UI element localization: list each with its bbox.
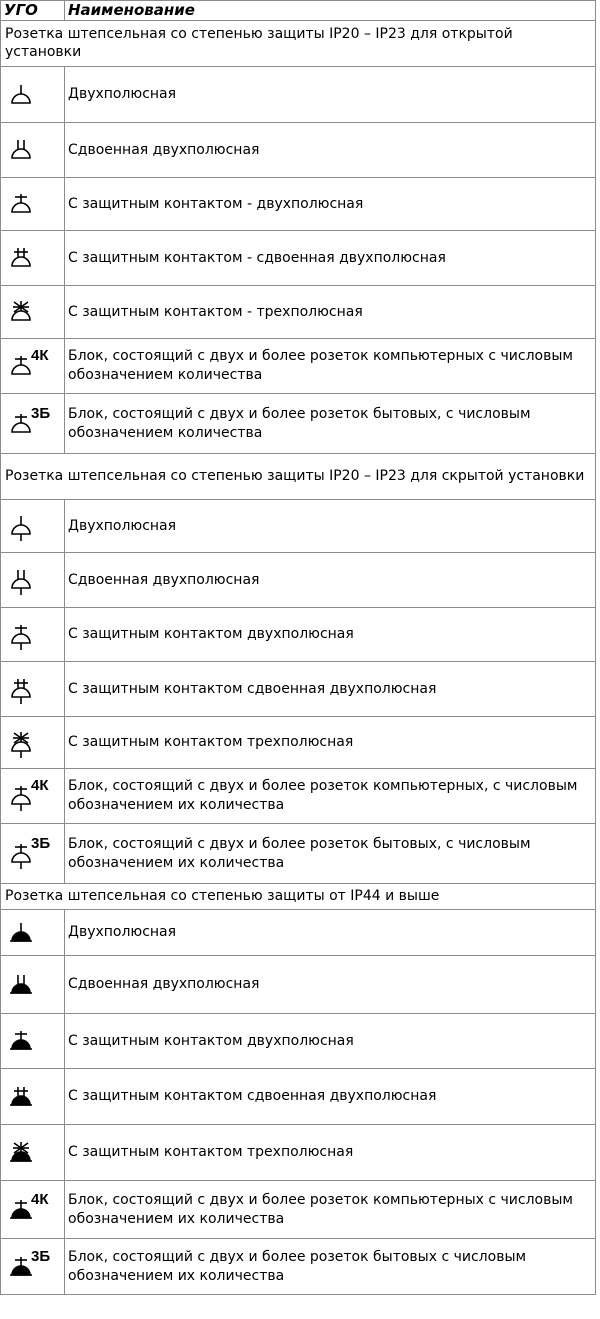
- socket-ip44-2pole-icon: [1, 911, 63, 955]
- symbol-badge: 4К: [31, 777, 49, 794]
- symbol-badge: 4К: [31, 1190, 49, 1208]
- symbol-cell: [1, 553, 65, 608]
- symbol-cell: [1, 394, 65, 454]
- header-name: Наименование: [65, 1, 596, 21]
- table-row: [1, 500, 596, 553]
- socket-open-block-computer-icon: [1, 344, 63, 388]
- table-row: [1, 178, 596, 231]
- symbol-cell: [1, 662, 65, 717]
- name-cell: Блок, состоящий с двух и более розеток компьютерных с числовым обозначением количества: [65, 339, 596, 394]
- table-row: [1, 824, 596, 884]
- name-cell: С защитным контактом двухполюсная: [65, 608, 596, 662]
- header-symbol: УГО: [1, 1, 65, 21]
- table-row: [1, 717, 596, 769]
- symbol-cell: [1, 769, 65, 824]
- symbol-cell: [1, 956, 65, 1014]
- table-row: [1, 956, 596, 1014]
- symbol-cell: [1, 178, 65, 231]
- symbol-cell: [1, 608, 65, 662]
- name-cell: С защитным контактом - трехполюсная: [65, 286, 596, 339]
- symbol-cell: [1, 500, 65, 553]
- name-cell: С защитным контактом двухполюсная: [65, 1014, 596, 1069]
- socket-ip44-block-computer-icon: [1, 1188, 63, 1232]
- socket-ip44-double-2pole-icon: [1, 963, 63, 1007]
- socket-hidden-double-2pole-protective-icon: [1, 667, 63, 711]
- name-cell: Сдвоенная двухполюсная: [65, 553, 596, 608]
- table-row: [1, 1069, 596, 1125]
- socket-open-double-2pole-icon: [1, 128, 63, 172]
- name-cell: С защитным контактом - двухполюсная: [65, 178, 596, 231]
- section-header-row: [1, 21, 596, 67]
- name-cell: Сдвоенная двухполюсная: [65, 956, 596, 1014]
- socket-hidden-block-household-icon: [1, 832, 63, 876]
- table-row: [1, 339, 596, 394]
- symbol-cell: [1, 286, 65, 339]
- section-title: Розетка штепсельная со степенью защиты IP20 – IP23 для открытой установки: [1, 21, 596, 67]
- section-header-row: [1, 454, 596, 500]
- name-cell: Блок, состоящий с двух и более розеток компьютерных с числовым обозначением их количества: [65, 1181, 596, 1239]
- table-row: [1, 286, 596, 339]
- socket-open-2pole-icon: [1, 73, 63, 117]
- table-row: [1, 1239, 596, 1295]
- name-cell: С защитным контактом - сдвоенная двухполюсная: [65, 231, 596, 286]
- table-row: [1, 608, 596, 662]
- socket-hidden-3pole-protective-icon: [1, 721, 63, 765]
- symbol-cell: [1, 67, 65, 123]
- symbol-cell: [1, 1014, 65, 1069]
- name-cell: С защитным контактом трехполюсная: [65, 1125, 596, 1181]
- socket-hidden-double-2pole-icon: [1, 558, 63, 602]
- socket-open-block-household-icon: [1, 402, 63, 446]
- symbol-cell: [1, 1181, 65, 1239]
- socket-ip44-block-household-icon: [1, 1245, 63, 1289]
- table-row: [1, 910, 596, 956]
- table-row: [1, 1014, 596, 1069]
- section-title: Розетка штепсельная со степенью защиты от IP44 и выше: [1, 884, 596, 910]
- symbol-cell: [1, 1125, 65, 1181]
- symbol-cell: [1, 1069, 65, 1125]
- table-row: [1, 662, 596, 717]
- symbol-cell: [1, 123, 65, 178]
- socket-hidden-2pole-icon: [1, 504, 63, 548]
- table-header-row: [1, 1, 596, 21]
- symbol-cell: [1, 910, 65, 956]
- symbol-cell: [1, 231, 65, 286]
- symbol-badge: 3Б: [31, 834, 51, 852]
- name-cell: Блок, состоящий с двух и более розеток бытовых, с числовым обозначением их количества: [65, 824, 596, 884]
- table-row: [1, 1125, 596, 1181]
- table-row: [1, 553, 596, 608]
- name-cell: Блок, состоящий с двух и более розеток бытовых с числовым обозначением их количества: [65, 1239, 596, 1295]
- table-row: [1, 394, 596, 454]
- section-header-row: [1, 884, 596, 910]
- symbol-cell: [1, 1239, 65, 1295]
- symbol-badge: 3Б: [31, 404, 51, 422]
- socket-ip44-double-2pole-protective-icon: [1, 1075, 63, 1119]
- table-row: [1, 1181, 596, 1239]
- name-cell: Сдвоенная двухполюсная: [65, 123, 596, 178]
- symbol-cell: [1, 824, 65, 884]
- socket-open-3pole-protective-icon: [1, 290, 63, 334]
- name-cell: С защитным контактом сдвоенная двухполюсная: [65, 1069, 596, 1125]
- socket-open-2pole-protective-icon: [1, 182, 63, 226]
- symbol-badge: 3Б: [31, 1247, 51, 1265]
- table-row: [1, 123, 596, 178]
- table-row: [1, 231, 596, 286]
- name-cell: Блок, состоящий с двух и более розеток бытовых, с числовым обозначением количества: [65, 394, 596, 454]
- name-cell: С защитным контактом трехполюсная: [65, 717, 596, 769]
- socket-ip44-3pole-protective-icon: [1, 1131, 63, 1175]
- table-row: [1, 769, 596, 824]
- socket-hidden-block-computer-icon: [1, 774, 63, 818]
- symbol-cell: [1, 717, 65, 769]
- table-row: [1, 67, 596, 123]
- name-cell: Блок, состоящий с двух и более розеток компьютерных, с числовым обозначением их количества: [65, 769, 596, 824]
- socket-open-double-2pole-protective-icon: [1, 236, 63, 280]
- name-cell: С защитным контактом сдвоенная двухполюсная: [65, 662, 596, 717]
- name-cell: Двухполюсная: [65, 67, 596, 123]
- name-cell: Двухполюсная: [65, 500, 596, 553]
- symbol-cell: [1, 339, 65, 394]
- socket-ip44-2pole-protective-icon: [1, 1019, 63, 1063]
- socket-hidden-2pole-protective-icon: [1, 613, 63, 657]
- name-cell: Двухполюсная: [65, 910, 596, 956]
- symbol-badge: 4К: [31, 347, 49, 364]
- section-title: Розетка штепсельная со степенью защиты IP20 – IP23 для скрытой установки: [1, 454, 596, 500]
